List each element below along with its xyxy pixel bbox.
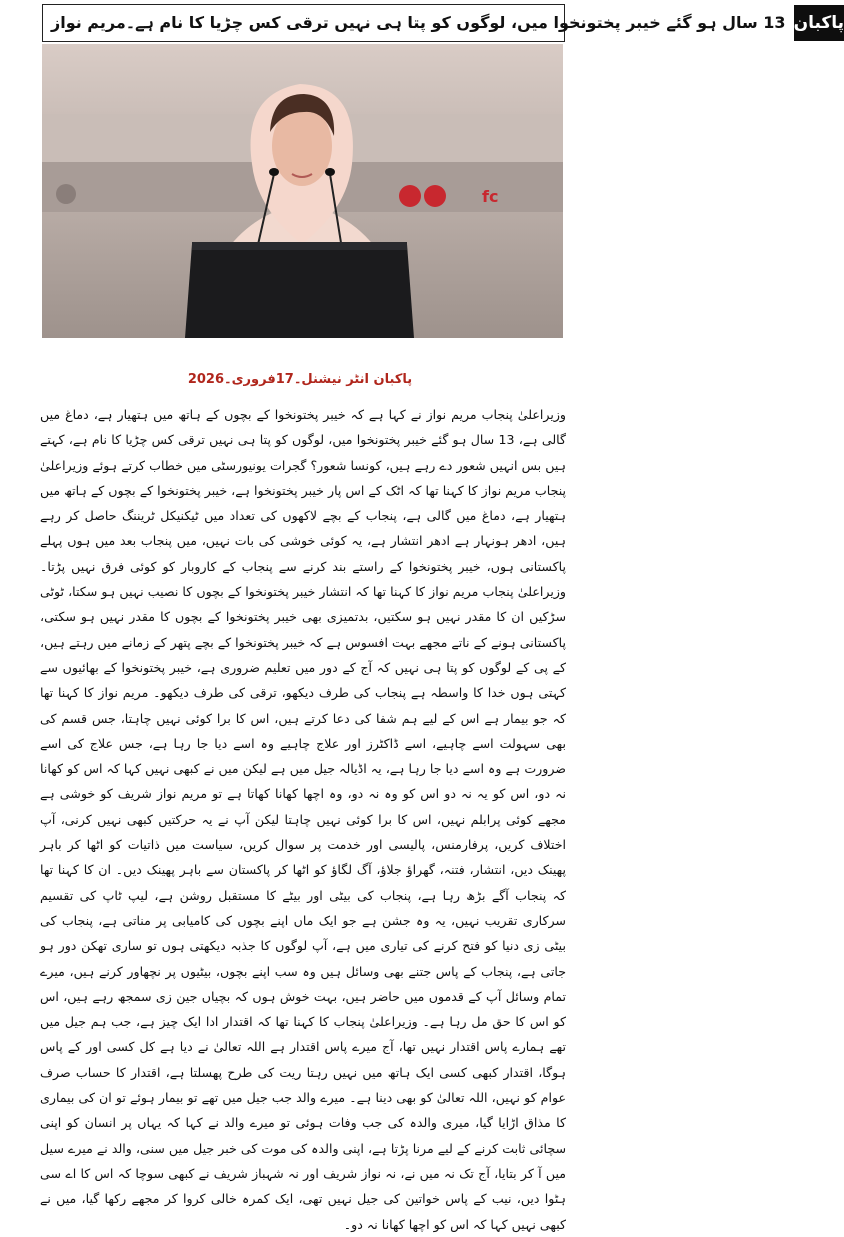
banner-logo-text: fc	[482, 187, 499, 206]
article-body: وزیراعلیٰ پنجاب مریم نواز نے کہا ہے کہ خیبر پختونخوا کے بچوں کے ہاتھ میں ہتھیار ہے، دماغ میں گالی ہے، 13 سال ہو گئے خیبر پختونخوا میں، لوگوں کو پتا ہی نہیں ترقی کس چڑیا کا نام ہے، کہتے ہیں بس انہیں شعور دے رہے ہیں، کونسا شعور؟ گجرات یونیورسٹی میں خطاب کرتے ہوئے وزیراعلیٰ پنجاب مریم نواز کا کہنا تھا کہ اٹک کے اس پار خیبر پختونخوا ہے، خیبر پختونخوا کے بچوں کے ہاتھ میں ہتھیار ہے، دماغ میں گالی ہے، پنجاب کے بچے لاکھوں کی تعداد میں ٹیکنیکل ٹریننگ حاصل کر رہے ہیں، ادھر ہونہار ہے ادھر انتشار ہے، یہ کوئی خوشی کی بات نہیں، میں پنجاب بعد میں ہوں پہلے پاکستانی ہوں، خیبر پختونخوا کے راستے بند کرنے سے پنجاب کے کاروبار کو کوئی فرق نہیں پڑتا۔ وزیراعلیٰ پنجاب مریم نواز کا کہنا تھا کہ انتشار خیبر پختونخوا کے بچوں کا نصیب نہیں ہو سکتا، ٹوٹی سڑکیں ان کا مقدر نہیں ہو سکتیں، بدتمیزی بھی خیبر پختونخوا کے بچوں کا مقدر نہیں ہو سکتی، پاکستانی ہونے کے ناتے مجھے بہت افسوس ہے کہ خیبر پختونخوا کے بچے پتھر کے زمانے میں رہتے ہیں، کے پی کے لوگوں کو پتا ہی نہیں کہ آج کے دور میں تعلیم ضروری ہے، خیبر پختونخوا کے بھائیوں سے کہتی ہوں خدا کا واسطہ ہے پنجاب کی طرف دیکھو، ترقی کی طرف دیکھو۔ مریم نواز کا کہنا تھا کہ جو بیمار ہے اس کے لیے ہم شفا کی دعا کرتے ہیں، اس کا برا کوئی نہیں چاہتا، جس قسم کی بھی سہولت اسے چاہیے، اسے ڈاکٹرز اور علاج چاہیے وہ اسے دیا جا رہا ہے، جس علاج کی اسے ضرورت ہے وہ اسے دیا جا رہا ہے، یہ اڈیالہ جیل میں ہے لیکن میں نے کبھی نہیں کہا کہ اس کو کھانا نہ دو، اس کو یہ نہ دو اس کو وہ نہ دو، وہ اچھا کھانا کھاتا ہے تو مریم نواز شریف کو خوشی ہے مجھے کوئی پرابلم نہیں، اس کا برا کوئی نہیں چاہتا لیکن آپ نے یہ حرکتیں کبھی نہیں کرنی، آپ اختلاف کریں، پرفارمنس، پالیسی اور خدمت پر سوال کریں، سیاست میں ذاتیات کو اٹھا کر باہر پھینک دیں، انتشار، فتنہ، گھراؤ جلاؤ، آگ لگاؤ کو اٹھا کر پاکستان سے باہر پھینک دیں۔ ان کا کہنا تھا کہ پنجاب آگے بڑھ رہا ہے، پنجاب کی بیٹی اور بیٹے کا مستقبل روشن ہے، لیپ ٹاپ کی تقسیم سرکاری تقریب نہیں، یہ وہ جشن ہے جو ایک ماں اپنے بچوں کی کامیابی پر مناتی ہے، پنجاب کی بیٹی زی دنیا کو فتح کرنے کی تیاری میں ہے، آپ لوگوں کا جذبہ دیکھتی ہوں تو ساری تھکن دور ہو جاتی ہے، پنجاب کے پاس جتنے بھی وسائل ہیں وہ سب اپنے بچوں، بیٹیوں پر نچھاور کرنے ہیں، میرے تمام وسائل آپ کے قدموں میں حاضر ہیں، بہت خوش ہوں کہ بچیاں جین زی سمجھ رہے ہیں، اس کو اس کا حق مل رہا ہے۔ وزیراعلیٰ پنجاب کا کہنا تھا کہ اقتدار ادا ایک چیز ہے، جب ہم جیل میں تھے ہمارے پاس اقتدار نہیں تھا، آج میرے پاس اقتدار ہے اللہ تعالیٰ نے دیا ہے کل کسی اور کے پاس ہوگا، اقتدار کبھی کسی ایک ہاتھ میں نہیں رہتا ریت کی طرح پھسلتا ہے، اقتدار کا حساب صرف عوام کو نہیں، اللہ تعالیٰ کو بھی دینا ہے۔ میرے والد جب جیل میں تھے تو بیمار ہوئے تو ان کی بیماری کا مذاق اڑایا گیا، میری والدہ کی جب وفات ہوئی تو میرے والد نے کہا کہ یہاں پر انسان کو اپنی سچائی ثابت کرنے کے لیے مرنا پڑتا ہے، اپنی والدہ کی موت کی خبر جیل میں سنی، والد نے میرے سیل میں آ کر بتایا، آج تک نہ میں نے، نہ نواز شریف اور نہ شہباز شریف نے کبھی سوچا کہ اس کا اے سی ہٹوا دیں، نیب کے پاس خواتین کی جیل نہیں تھی، ایک کمرہ خالی کروا کر مجھے رکھا گیا، میں نے کبھی نہیں کہا کہ اس کو اچھا کھانا نہ دو۔	[40, 407, 566, 1232]
article-photo	[42, 44, 563, 338]
headline-bar	[42, 4, 844, 42]
brand-logo: پاکبان	[794, 5, 844, 41]
headline-title: 13 سال ہو گئے خیبر پختونخوا میں، لوگوں کو پتا ہی نہیں ترقی کس چڑیا کا نام ہے۔مریم نواز	[51, 13, 786, 32]
podium	[185, 242, 414, 338]
dateline: پاکبان انٹر نیشنل۔17فروری۔2026	[187, 372, 413, 387]
